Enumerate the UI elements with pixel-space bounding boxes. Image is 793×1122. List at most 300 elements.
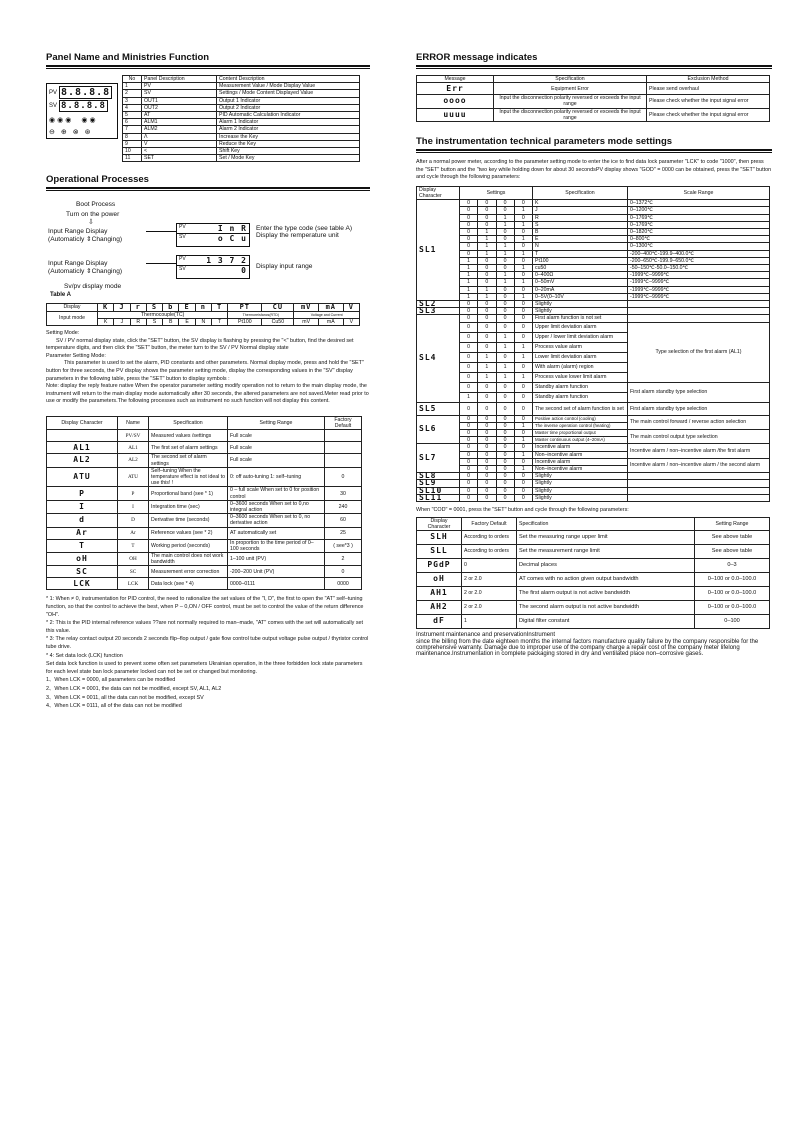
bit-cell: 0 xyxy=(496,286,514,293)
table-cell: -1999℃–9999℃ xyxy=(628,272,770,279)
display-char: SL9 xyxy=(417,480,460,487)
bit-cell: 0 xyxy=(460,451,478,458)
table-cell: Reference values (see * 2) xyxy=(149,527,228,539)
table-cell: 0–100 or 0.0–100.0 xyxy=(695,587,770,601)
bit-cell: 0 xyxy=(460,473,478,480)
table-row xyxy=(417,587,770,601)
ta-code: T xyxy=(211,304,227,311)
table-cell: Digital filter constant xyxy=(517,615,695,629)
col-header: Display Character xyxy=(417,186,460,199)
ta-code: mA xyxy=(318,304,343,311)
table-cell: Alarm 1 Indicator xyxy=(217,119,360,126)
table-cell: According to orders xyxy=(462,531,517,545)
col-header: Setting Range xyxy=(228,416,325,429)
bit-cell: 0 xyxy=(496,392,514,402)
display-char: SL4 xyxy=(417,315,460,402)
param-mode-label: Parameter Setting Mode: xyxy=(46,352,106,359)
down-key-icon[interactable]: ⊗ xyxy=(72,129,79,136)
arrow-line xyxy=(146,263,176,264)
pv-digits: 8.8.8.8 xyxy=(61,87,111,98)
table-cell: oH xyxy=(47,553,118,566)
table-cell: R xyxy=(533,214,628,221)
bit-cell: 0 xyxy=(496,301,514,308)
table-cell: Standby alarm function xyxy=(533,382,628,392)
table-cell: Measurement error correction xyxy=(149,566,228,578)
bit-cell: 0 xyxy=(514,332,532,342)
ta-code: E xyxy=(179,304,195,311)
table-cell: SLH xyxy=(417,531,462,545)
table-row xyxy=(417,494,770,501)
bit-cell: 0 xyxy=(514,214,532,221)
bit-cell: 1 xyxy=(514,451,532,458)
table-cell: First alarm standby type selection xyxy=(628,382,770,402)
table-row xyxy=(47,553,362,566)
table-row xyxy=(417,487,770,494)
table-row xyxy=(417,402,770,415)
table-cell: Self–tuning When the temperature effect is not ideal to use this! ! xyxy=(149,467,228,487)
bit-cell: 1 xyxy=(514,422,532,429)
divider xyxy=(416,68,772,69)
table-cell: -200–400℃-199.9–400.0℃ xyxy=(628,250,770,257)
bit-cell: 0 xyxy=(478,437,496,444)
table-cell: 2 or 2.0 xyxy=(462,587,517,601)
table-cell: Ar xyxy=(118,527,149,539)
setting-mode-label: Setting Mode: xyxy=(46,330,80,337)
bit-cell: 0 xyxy=(460,362,478,372)
led-icon: ◉ xyxy=(49,117,56,124)
ta-mode: S xyxy=(146,318,162,325)
bit-cell: 1 xyxy=(460,286,478,293)
table-cell: oooo xyxy=(417,95,494,108)
table-row xyxy=(123,155,360,162)
table-row xyxy=(417,207,770,214)
table-cell: AT comes with no action given output bandwidth xyxy=(517,573,695,587)
bit-cell: 1 xyxy=(460,272,478,279)
ta-code: b xyxy=(163,304,179,311)
sv-label: SV xyxy=(179,266,186,273)
bit-cell: 1 xyxy=(496,250,514,257)
table-row xyxy=(417,458,770,465)
footnote: * 4: Set data lock (LCK) function xyxy=(46,652,123,659)
table-cell: Standby alarm function xyxy=(533,392,628,402)
bit-cell: 0 xyxy=(496,236,514,243)
table-cell: 11 xyxy=(123,155,142,162)
table-cell: Pt100 xyxy=(533,257,628,264)
bit-cell: 0 xyxy=(496,480,514,487)
bit-cell: 0 xyxy=(514,487,532,494)
bit-cell: 0 xyxy=(496,458,514,465)
divider xyxy=(46,68,370,69)
bit-cell: 0 xyxy=(478,473,496,480)
table-cell: LCK xyxy=(47,578,118,590)
table-cell: SC xyxy=(118,566,149,578)
bit-cell: 0 xyxy=(478,382,496,392)
bit-cell: 1 xyxy=(496,243,514,250)
table-cell: 0000–0111 xyxy=(228,578,325,590)
table-cell: I xyxy=(118,500,149,513)
display-input-range: Display input range xyxy=(256,263,313,271)
table-cell: T xyxy=(118,539,149,552)
bit-cell: 1 xyxy=(496,272,514,279)
ta-code: r xyxy=(130,304,146,311)
table-cell: -200–650℃-199.9–650.0℃ xyxy=(628,257,770,264)
table-cell: 10 xyxy=(123,148,142,155)
table-cell: 0–50mV xyxy=(533,279,628,286)
table-cell: First alarm standby type selection xyxy=(628,402,770,415)
maintenance-title: Instrument maintenance and preservationInstrument xyxy=(416,632,556,639)
table-cell: First alarm function is not set xyxy=(533,315,628,322)
bit-cell: 0 xyxy=(496,257,514,264)
table-cell: 30 xyxy=(325,487,362,500)
table-row xyxy=(417,200,770,207)
table-cell: P xyxy=(118,487,149,500)
panel-table xyxy=(122,75,360,162)
bit-cell: 0 xyxy=(496,200,514,207)
bit-cell: 0 xyxy=(496,451,514,458)
table-cell xyxy=(628,473,770,480)
footnote: 2、When LCK = 0001, the data can not be modified, except SV, AL1, AL2 xyxy=(46,685,222,692)
arrow-line xyxy=(146,231,176,232)
bit-cell: 0 xyxy=(460,480,478,487)
bit-cell: 0 xyxy=(478,480,496,487)
table-cell: Slightly xyxy=(533,473,628,480)
bit-cell: 0 xyxy=(478,494,496,501)
bit-cell: 0 xyxy=(514,382,532,392)
table-cell: T xyxy=(47,539,118,552)
bit-cell: 0 xyxy=(478,200,496,207)
bit-cell: 0 xyxy=(496,473,514,480)
bit-cell: 1 xyxy=(496,342,514,352)
bit-cell: 0 xyxy=(514,480,532,487)
table-row xyxy=(417,415,770,422)
ta-code: J xyxy=(114,304,130,311)
table-row xyxy=(47,430,362,442)
col-header: Display Character xyxy=(47,416,118,429)
table-cell: 2 or 2.0 xyxy=(462,573,517,587)
bit-cell: 0 xyxy=(478,430,496,437)
ops-section-title: Operational Processes xyxy=(46,174,370,189)
footnote: * 2: This is the PID internal reference values ??are not normally required to man–made, "AT" comes with the set will automatically set this value. xyxy=(46,620,364,634)
pv-label: PV xyxy=(49,89,58,96)
table-cell: Set / Mode Key xyxy=(217,155,360,162)
ta-mode: E xyxy=(179,318,195,325)
bit-cell: 0 xyxy=(496,494,514,501)
table-cell: Set the measurement range limit xyxy=(517,545,695,559)
bit-cell: 0 xyxy=(460,402,478,415)
range-sv: 0 xyxy=(241,266,247,276)
table-row xyxy=(123,126,360,133)
table-cell: Upper limit deviation alarm xyxy=(533,322,628,332)
panel-block xyxy=(46,75,370,162)
footnote: 4、When LCK = 0111, all of the data can not be modified xyxy=(46,703,182,710)
display-temp-unit: Display the remperature unit xyxy=(256,232,339,240)
table-cell: 0–1372℃ xyxy=(628,200,770,207)
table-cell: S xyxy=(533,221,628,228)
table-cell: E xyxy=(533,236,628,243)
ta-rtd: Thermoreisfancs(RTD) xyxy=(228,311,294,318)
table-row xyxy=(417,95,770,108)
table-cell: Decimal places xyxy=(517,559,695,573)
pv-label: PV xyxy=(179,224,186,231)
cod-intro: When "COD" = 0001, press the "SET" button and cycle through the following parameters: xyxy=(416,507,629,514)
bit-cell: 0 xyxy=(460,308,478,315)
up-key-icon[interactable]: ⊛ xyxy=(84,129,91,136)
bit-cell: 0 xyxy=(478,221,496,228)
table-cell: PV xyxy=(142,83,217,90)
bit-cell: 0 xyxy=(478,308,496,315)
table-cell: See above table xyxy=(695,545,770,559)
table-cell: dF xyxy=(417,615,462,629)
footnote: * 1: When ≠ 0, instrumentation for PID control, the need to rationalize the set values of the "I, D", the first to open the "AT" self–tuning function, so that the control to achieve the best, when P – 0,ON / OFF control, must be set to control the value of the return difference "OH". xyxy=(46,596,364,618)
table-cell: OUT1 xyxy=(142,97,217,104)
table-cell: 240 xyxy=(325,500,362,513)
bit-cell: 0 xyxy=(460,466,478,473)
ta-mode: V xyxy=(343,318,359,325)
table-row xyxy=(417,221,770,228)
table-cell: Slightly xyxy=(533,301,628,308)
ta-mode: N xyxy=(195,318,211,325)
table-cell xyxy=(628,494,770,501)
table-cell: OH xyxy=(118,553,149,566)
table-row xyxy=(417,382,770,392)
bit-cell: 0 xyxy=(460,236,478,243)
table-row xyxy=(417,480,770,487)
col-header: Settings xyxy=(460,186,533,199)
ta-tc: Thermocouple(TC) xyxy=(98,311,228,318)
bit-cell: 1 xyxy=(460,257,478,264)
bit-cell: 1 xyxy=(496,332,514,342)
table-cell: SC xyxy=(47,566,118,578)
ta-mode: K xyxy=(98,318,114,325)
bit-cell: 0 xyxy=(478,272,496,279)
table-cell: -200–200 Unit (PV) xyxy=(228,566,325,578)
col-header: No xyxy=(123,76,142,83)
table-cell xyxy=(628,315,770,322)
table-cell: 0–3600 seconds When set to 0, no derivative action xyxy=(228,514,325,527)
error-section-title: ERROR message indicates xyxy=(416,52,772,67)
table-cell: Data lock (see * 4) xyxy=(149,578,228,590)
table-row xyxy=(47,467,362,487)
bit-cell: 0 xyxy=(496,437,514,444)
table-cell: 0–20mA xyxy=(533,286,628,293)
table-cell: Measurement Value / Mode Display Value xyxy=(217,83,360,90)
table-cell: ALM2 xyxy=(142,126,217,133)
table-row xyxy=(417,559,770,573)
table-cell: Input the disconnection polarity reversed or exceeds the input range xyxy=(494,108,647,121)
tech-table xyxy=(416,186,770,502)
table-cell: OUT2 xyxy=(142,104,217,111)
auto-changing-2: (Automaticly ⇕Changing) xyxy=(48,268,123,276)
table-cell: Output 1 Indicator xyxy=(217,97,360,104)
led-icon: ◉ xyxy=(81,117,88,124)
table-row xyxy=(417,444,770,451)
boot-flow xyxy=(46,197,370,301)
bit-cell: 1 xyxy=(496,372,514,382)
table-row xyxy=(123,104,360,111)
table-cell: cu50 xyxy=(533,265,628,272)
table-cell: Set the measuring range upper limit xyxy=(517,531,695,545)
table-cell: J xyxy=(533,207,628,214)
col-header: Specification xyxy=(533,186,628,199)
bit-cell: 0 xyxy=(460,243,478,250)
display-char: SL7 xyxy=(417,444,460,473)
bit-cell: 0 xyxy=(478,315,496,322)
auto-changing: (Automaticly ⇕Changing) xyxy=(48,236,123,244)
col-header: Scale Range xyxy=(628,186,770,199)
table-cell xyxy=(628,308,770,315)
table-a xyxy=(46,303,360,326)
enter-type-code: Enter the type code (see table A) xyxy=(256,225,353,233)
table-row xyxy=(417,265,770,272)
table-cell: 7 xyxy=(123,126,142,133)
bit-cell: 1 xyxy=(478,250,496,257)
tech-section-title: The instrumentation technical parameters mode settings xyxy=(416,136,772,151)
range-value: 1 3 7 2 xyxy=(206,256,247,266)
table-cell xyxy=(47,430,118,442)
table-cell: Input the disconnection polarity reversed or exceeds the input range xyxy=(494,95,647,108)
table-cell: Working period (seconds) xyxy=(149,539,228,552)
table-cell: Λ xyxy=(142,133,217,140)
bit-cell: 0 xyxy=(496,466,514,473)
bit-cell: 0 xyxy=(460,207,478,214)
table-cell: Incentive alarm / non–incentive alarm / the second alarm xyxy=(628,458,770,472)
bit-cell: 0 xyxy=(478,279,496,286)
table-cell: 0 xyxy=(462,559,517,573)
boot-process: Boot Process xyxy=(76,201,116,209)
table-row xyxy=(417,293,770,300)
setting-mode-text: SV / PV normal display state, click the "SET" button, the SV display is flashing by pressing the "<" button, find the desired set temperature digits, and then click the "SET" button, the meter turn to the SV / PV Normal display state xyxy=(46,337,354,352)
table-cell: 0–5V(0–10V xyxy=(533,293,628,300)
table-cell: 0 xyxy=(325,467,362,487)
sv-row xyxy=(49,100,115,112)
table-cell: Positive action control (cooling) xyxy=(533,415,628,422)
table-cell: SV xyxy=(142,90,217,97)
table-cell: The main control forward / reverse action selection xyxy=(628,415,770,429)
divider xyxy=(416,152,772,153)
table-cell: Integration time (sec) xyxy=(149,500,228,513)
bit-cell: 0 xyxy=(460,458,478,465)
table-cell: 0–400Ω xyxy=(533,272,628,279)
table-cell: ATU xyxy=(118,467,149,487)
sv-pv-display-mode: Sv/pv display mode xyxy=(64,283,122,291)
ta-input-label: Input mode xyxy=(47,311,98,325)
table-cell: The main control output type selection xyxy=(628,430,770,444)
bit-cell: 0 xyxy=(478,301,496,308)
table-cell: K xyxy=(533,200,628,207)
table-row xyxy=(417,601,770,615)
table-cell: 4 xyxy=(123,104,142,111)
bit-cell: 0 xyxy=(460,422,478,429)
table-row xyxy=(417,315,770,322)
col-header: Display Character xyxy=(417,517,462,530)
table-cell: Full scale xyxy=(228,442,325,454)
table-cell: D xyxy=(118,514,149,527)
table-cell: 2 or 2.0 xyxy=(462,601,517,615)
table-cell: 0–100 or 0.0–100.0 xyxy=(695,573,770,587)
table-cell: The second alarm output is not active bandwidth xyxy=(517,601,695,615)
table-cell xyxy=(325,442,362,454)
table-cell: AL2 xyxy=(118,454,149,467)
table-row xyxy=(417,229,770,236)
bit-cell: 0 xyxy=(514,286,532,293)
ta-mode: mA xyxy=(318,318,343,325)
table-cell: Upper / lower limit deviation alarm xyxy=(533,332,628,342)
bit-cell: 0 xyxy=(460,214,478,221)
table-row xyxy=(123,90,360,97)
table-cell: Slightly xyxy=(533,487,628,494)
table-row xyxy=(417,615,770,629)
table-cell: oH xyxy=(417,573,462,587)
bit-cell: 0 xyxy=(460,332,478,342)
bit-cell: 1 xyxy=(478,229,496,236)
table-cell: uuuu xyxy=(417,108,494,121)
ta-code: S xyxy=(146,304,162,311)
table-cell xyxy=(628,301,770,308)
table-cell: Type selection of the first alarm (AL1) xyxy=(628,322,770,382)
down-arrow-icon: ⇩ xyxy=(88,219,94,227)
bit-cell: 0 xyxy=(514,473,532,480)
col-header: Specification xyxy=(494,76,647,83)
col-header: Message xyxy=(417,76,494,83)
table-cell: According to orders xyxy=(462,545,517,559)
table-cell: 6 xyxy=(123,119,142,126)
table-cell: d xyxy=(47,514,118,527)
table-row xyxy=(47,487,362,500)
bit-cell: 1 xyxy=(496,221,514,228)
bit-cell: 0 xyxy=(496,322,514,332)
table-cell: Process value lower limit alarm xyxy=(533,372,628,382)
device-face xyxy=(46,83,118,139)
table-cell: 0000 xyxy=(325,578,362,590)
bit-cell: 0 xyxy=(460,342,478,352)
bit-cell: 0 xyxy=(514,272,532,279)
bit-cell: 0 xyxy=(460,315,478,322)
bit-cell: 1 xyxy=(496,279,514,286)
table-cell: Slightly xyxy=(533,308,628,315)
bit-cell: 0 xyxy=(478,265,496,272)
table-cell: Alarm 2 Indicator xyxy=(217,126,360,133)
table-row xyxy=(47,454,362,467)
table-cell: 2 xyxy=(123,90,142,97)
divider xyxy=(46,190,370,191)
table-cell: 3 xyxy=(123,97,142,104)
table-row xyxy=(417,301,770,308)
table-cell: Derivative time (seconds) xyxy=(149,514,228,527)
table-row xyxy=(123,112,360,119)
table-cell: 0: off auto-tuning 1: self–tuning xyxy=(228,467,325,487)
col-header: Panel Description xyxy=(142,76,217,83)
input-range-display: Input Range Display xyxy=(48,228,108,236)
bit-cell: 0 xyxy=(478,332,496,342)
bit-cell: 0 xyxy=(496,415,514,422)
table-cell: Non–incentive alarm xyxy=(533,451,628,458)
bit-cell: 0 xyxy=(514,308,532,315)
led-icon: ◉ xyxy=(57,117,64,124)
set-key-icon[interactable]: ⊖ xyxy=(49,129,55,136)
table-cell: < xyxy=(142,148,217,155)
shift-key-icon[interactable]: ⊕ xyxy=(60,129,67,136)
table-cell: 0–3 xyxy=(695,559,770,573)
table-cell: Please send overhaul xyxy=(647,83,770,95)
bit-cell: 0 xyxy=(496,207,514,214)
footnotes xyxy=(46,596,370,710)
table-cell: AL1 xyxy=(118,442,149,454)
table-row xyxy=(417,286,770,293)
table-cell: Settings / Mode Content Displayed Value xyxy=(217,90,360,97)
table-cell: The main control does not work bandwidth xyxy=(149,553,228,566)
table-cell: The inverse operation control (heating) xyxy=(533,422,628,429)
ta-code: V xyxy=(343,304,359,311)
